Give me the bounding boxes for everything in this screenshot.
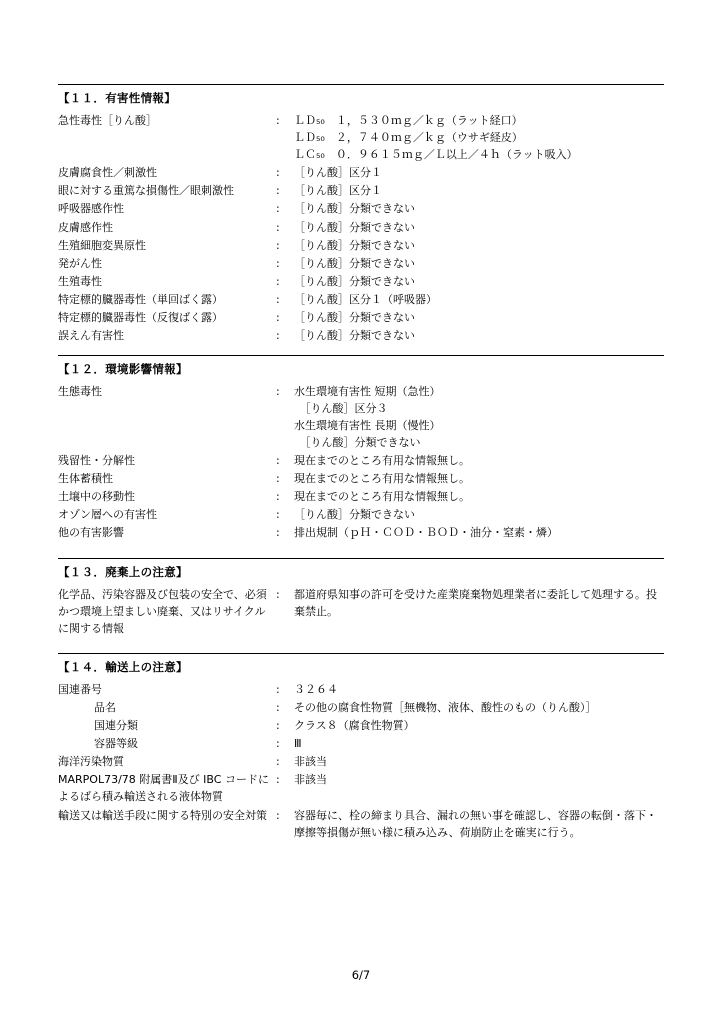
section-title: 【１２．環境影響情報】	[58, 361, 188, 376]
row-label: 生殖毒性	[58, 274, 102, 288]
value-line: ［りん酸］区分３	[294, 402, 388, 416]
table-row	[58, 681, 664, 699]
row-label: 他の有害影響	[58, 526, 124, 540]
section-spacer	[58, 640, 664, 653]
row-colon: :	[276, 292, 280, 306]
row-colon: :	[276, 526, 280, 540]
row-colon: :	[276, 184, 280, 198]
row-value: ［りん酸］分類できない	[294, 328, 415, 342]
row-colon: :	[276, 773, 280, 787]
table-row	[58, 807, 664, 842]
row-label: 化学品、汚染容器及び包装の安全で、必須かつ環境上望ましい廃棄、又はリサイクルに関する情報	[58, 587, 267, 635]
row-value: 都道府県知事の許可を受けた産業廃棄物処理業者に委託して処理する。投棄禁止。	[294, 587, 657, 618]
row-value	[294, 112, 664, 164]
row-label: MARPOL73/78 附属書Ⅱ及び IBC コードによるばら積み輸送される液体物質	[58, 773, 269, 804]
value-line: ＬＤ₅₀ １，５３０ｍｇ／ｋｇ（ラット経口）	[294, 114, 523, 128]
section-table	[58, 586, 664, 638]
row-colon: :	[276, 385, 280, 399]
row-colon: :	[276, 701, 280, 715]
row-label: 呼吸器感作性	[58, 202, 124, 216]
table-row	[58, 112, 664, 164]
section-divider	[58, 84, 664, 85]
table-row	[58, 327, 664, 345]
row-value: ［りん酸］区分１（呼吸器）	[294, 292, 437, 306]
table-row	[58, 255, 664, 273]
row-label: 残留性・分解性	[58, 454, 135, 468]
section-table	[58, 383, 664, 542]
row-label: 生態毒性	[58, 385, 102, 399]
table-row	[58, 753, 664, 771]
row-label: 急性毒性［りん酸］	[58, 114, 157, 128]
row-value: ［りん酸］区分１	[294, 166, 382, 180]
table-row	[58, 488, 664, 506]
row-label: 輸送又は輸送手段に関する特別の安全対策	[58, 808, 267, 822]
row-colon: :	[276, 328, 280, 342]
row-value: 非該当	[294, 773, 327, 787]
table-row	[58, 717, 664, 735]
row-label: 海洋汚染物質	[58, 755, 124, 769]
table-row	[58, 771, 664, 806]
row-value: 容器毎に、栓の締まり具合、漏れの無い事を確認し、容器の転倒・落下・摩擦等損傷が無い様に積み込み、荷崩防止を確実に行う。	[294, 808, 657, 839]
value-line: ＬＣ₅₀ ０．９６１５ｍｇ／Ｌ以上／４ｈ（ラット吸入）	[294, 148, 578, 162]
table-row	[58, 273, 664, 291]
row-value: クラス８（腐食性物質）	[294, 719, 415, 733]
section-spacer	[58, 545, 664, 558]
row-label: 皮膚感作性	[58, 220, 113, 234]
table-row	[58, 309, 664, 327]
section-title: 【１４．輸送上の注意】	[58, 659, 188, 674]
row-value: 非該当	[294, 755, 327, 769]
value-line: 水生環境有害性 長期（慢性）	[294, 419, 441, 433]
section-table	[58, 112, 664, 345]
section-title: 【１１．有害性情報】	[58, 91, 176, 105]
value-line: 水生環境有害性 短期（急性）	[294, 385, 441, 399]
row-value: ［りん酸］分類できない	[294, 508, 415, 522]
row-label: 国連番号	[58, 683, 102, 697]
row-value: ［りん酸］区分１	[294, 184, 382, 198]
table-row	[58, 219, 664, 237]
row-colon: :	[276, 490, 280, 504]
value-line: ＬＤ₅₀ ２，７４０ｍｇ／ｋｇ（ウサギ経皮）	[294, 131, 523, 145]
row-colon: :	[276, 508, 280, 522]
row-value: Ⅲ	[294, 737, 302, 751]
row-value: ［りん酸］分類できない	[294, 202, 415, 216]
row-colon: :	[276, 755, 280, 769]
row-colon: :	[276, 587, 280, 601]
table-row	[58, 470, 664, 488]
row-colon: :	[276, 256, 280, 270]
row-value: ［りん酸］分類できない	[294, 256, 415, 270]
row-colon: :	[276, 472, 280, 486]
row-colon: :	[276, 166, 280, 180]
row-label: 皮膚腐食性／刺激性	[58, 166, 157, 180]
row-value	[294, 383, 664, 452]
section-environmental-information	[58, 355, 664, 543]
row-value: ［りん酸］分類できない	[294, 238, 415, 252]
table-row	[58, 164, 664, 182]
row-value: ［りん酸］分類できない	[294, 220, 415, 234]
row-colon: :	[276, 202, 280, 216]
section-transport-information	[58, 653, 664, 842]
row-label: 特定標的臓器毒性（単回ばく露）	[58, 292, 223, 306]
section-divider	[58, 355, 664, 356]
row-colon: :	[276, 220, 280, 234]
row-label: 特定標的臓器毒性（反復ばく露）	[58, 310, 223, 324]
section-title: 【１３．廃棄上の注意】	[58, 564, 188, 579]
row-label: 容器等級	[94, 737, 138, 751]
table-row	[58, 699, 664, 717]
row-value: 現在までのところ有用な情報無し。	[294, 472, 470, 486]
table-row	[58, 237, 664, 255]
row-value: ［りん酸］分類できない	[294, 274, 415, 288]
row-value: ３２６４	[294, 683, 338, 697]
row-colon: :	[276, 683, 280, 697]
value-line: ［りん酸］分類できない	[294, 436, 421, 450]
row-colon: :	[276, 274, 280, 288]
table-row	[58, 735, 664, 753]
table-row	[58, 291, 664, 309]
table-row	[58, 383, 664, 452]
row-label: 生殖細胞変異原性	[58, 238, 146, 252]
row-label: 土壌中の移動性	[58, 490, 135, 504]
table-row	[58, 182, 664, 200]
row-label: オゾン層への有害性	[58, 508, 157, 522]
row-value: 現在までのところ有用な情報無し。	[294, 490, 470, 504]
page-number: 6/7	[351, 968, 371, 982]
row-colon: :	[276, 454, 280, 468]
row-colon: :	[276, 238, 280, 252]
section-disposal-considerations	[58, 558, 664, 638]
row-label: 発がん性	[58, 256, 102, 270]
row-colon: :	[276, 808, 280, 822]
section-table	[58, 681, 664, 841]
table-row	[58, 586, 664, 638]
row-colon: :	[276, 114, 280, 128]
row-colon: :	[276, 310, 280, 324]
row-value: ［りん酸］分類できない	[294, 310, 415, 324]
row-value: 排出規制（ｐＨ・ＣＯＤ・ＢＯＤ・油分・窒素・燐）	[294, 526, 558, 540]
row-colon: :	[276, 719, 280, 733]
row-label: 品名	[94, 701, 116, 715]
row-label: 国連分類	[94, 719, 138, 733]
table-row	[58, 200, 664, 218]
section-hazard-information	[58, 84, 664, 345]
table-row	[58, 452, 664, 470]
section-divider	[58, 653, 664, 654]
row-label: 誤えん有害性	[58, 328, 124, 342]
table-row	[58, 506, 664, 524]
section-divider	[58, 558, 664, 559]
table-row	[58, 524, 664, 542]
section-spacer	[58, 347, 664, 355]
row-value: 現在までのところ有用な情報無し。	[294, 454, 470, 468]
row-colon: :	[276, 737, 280, 751]
row-label: 生体蓄積性	[58, 472, 113, 486]
row-value: その他の腐食性物質［無機物、液体、酸性のもの（りん酸）］	[294, 701, 597, 715]
row-label: 眼に対する重篤な損傷性／眼刺激性	[58, 184, 234, 198]
